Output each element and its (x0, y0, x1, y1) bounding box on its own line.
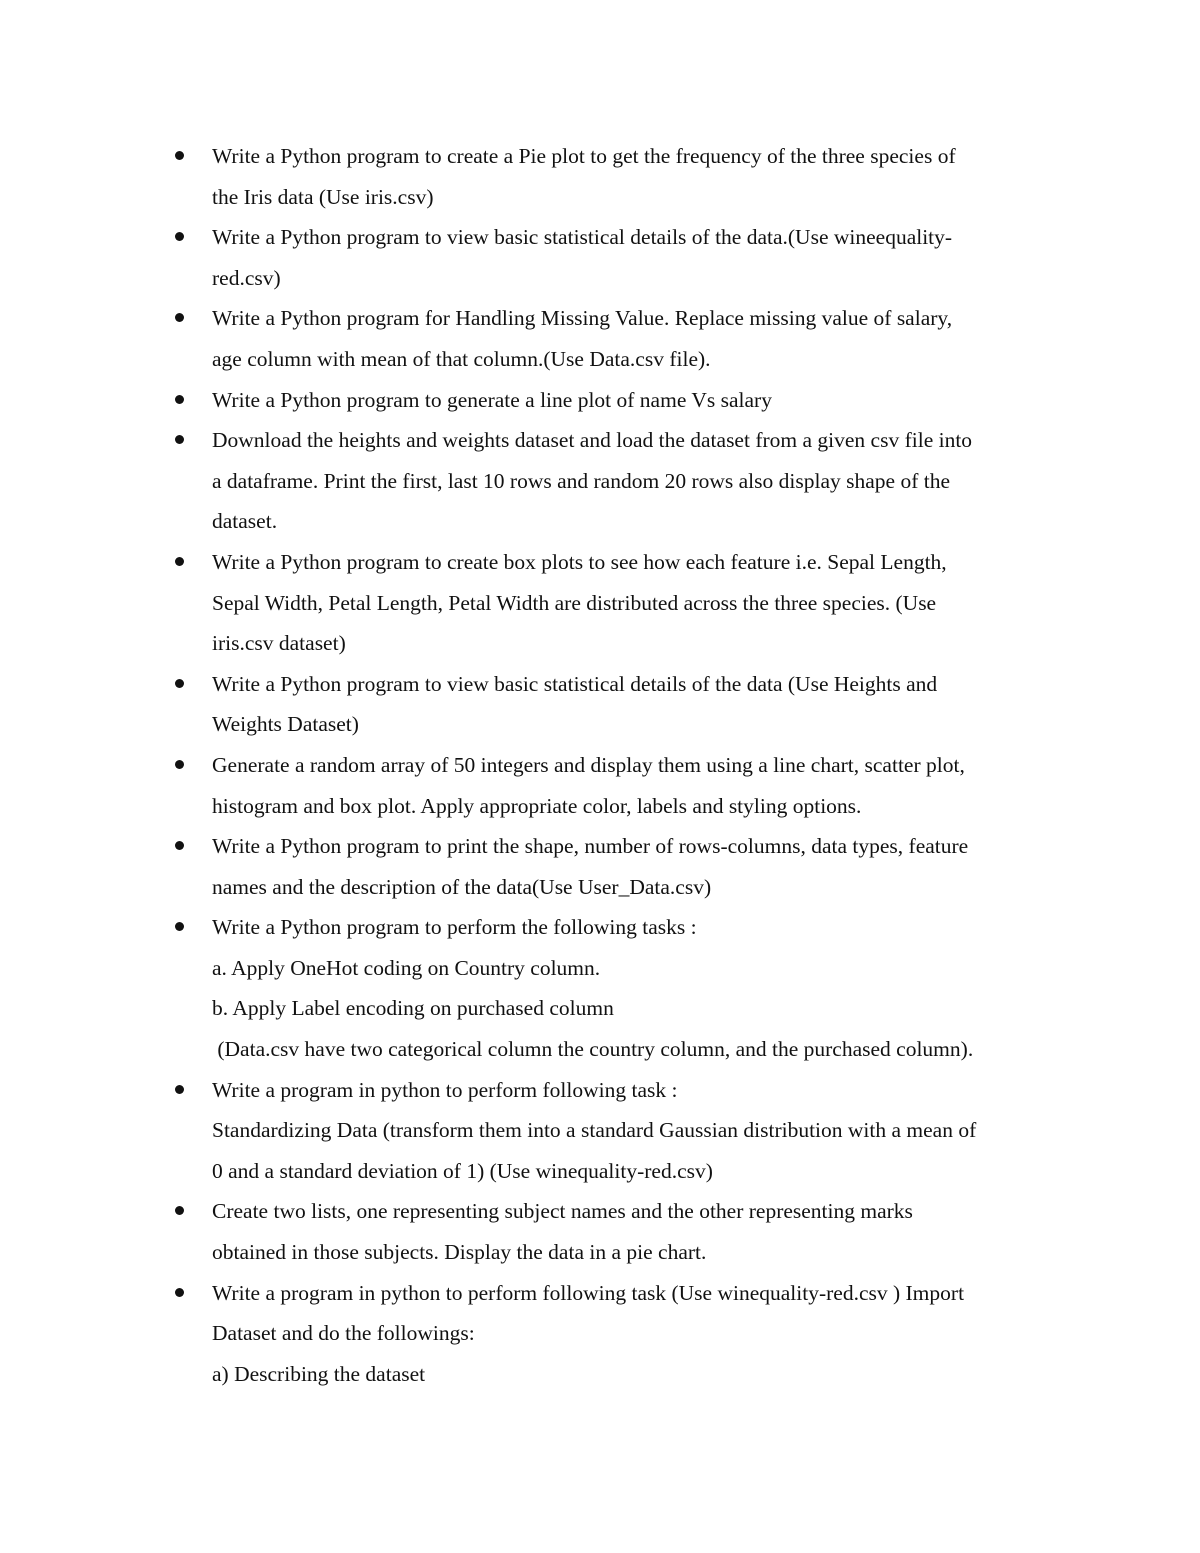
list-item-text: a) Describing the dataset (212, 1361, 426, 1386)
list-item-text: Write a Python program for Handling Missing Value. Replace missing value of salary, (212, 306, 953, 331)
bullet-icon (175, 679, 184, 688)
list-item-text: Download the heights and weights dataset and load the dataset from a given csv file into (212, 428, 973, 453)
list-item (172, 907, 1072, 1069)
list-item-text: histogram and box plot. Apply appropriate color, labels and styling options. (212, 793, 862, 818)
list-item (172, 1191, 1072, 1272)
list-item-text: names and the description of the data(Use User_Data.csv) (212, 874, 712, 899)
list-item-text: the Iris data (Use iris.csv) (212, 184, 434, 209)
list-item-text: Write a Python program to generate a line plot of name Vs salary (212, 387, 772, 412)
list-item (172, 298, 1072, 379)
list-item-text: Write a Python program to create box plots to see how each feature i.e. Sepal Length, (212, 549, 947, 574)
list-item (172, 136, 1072, 217)
bullet-icon (175, 1206, 184, 1215)
list-item (172, 420, 1072, 542)
bullet-icon (175, 435, 184, 444)
bullet-icon (175, 1288, 184, 1297)
list-item (172, 826, 1072, 907)
bullet-icon (175, 841, 184, 850)
task-list (172, 136, 1072, 1394)
bullet-icon (175, 557, 184, 566)
bullet-icon (175, 313, 184, 322)
list-item-text: Standardizing Data (transform them into a standard Gaussian distribution with a mean of (212, 1118, 977, 1143)
bullet-icon (175, 395, 184, 404)
list-item-text: Sepal Width, Petal Length, Petal Width are distributed across the three species. (Use (212, 590, 937, 615)
list-item (172, 745, 1072, 826)
list-item (172, 1070, 1072, 1192)
list-item-text: Weights Dataset) (212, 712, 359, 737)
list-item-text: Generate a random array of 50 integers and display them using a line chart, scatter plot, (212, 752, 965, 777)
list-item-text: dataset. (212, 509, 278, 534)
bullet-icon (175, 1085, 184, 1094)
list-item (172, 542, 1072, 664)
list-item-text: Write a program in python to perform following task : (212, 1077, 678, 1102)
list-item-text: 0 and a standard deviation of 1) (Use winequality-red.csv) (212, 1158, 713, 1183)
list-item-text: age column with mean of that column.(Use Data.csv file). (212, 346, 711, 371)
list-item-text: b. Apply Label encoding on purchased column (212, 996, 614, 1021)
list-item-text: a. Apply OneHot coding on Country column. (212, 955, 601, 980)
list-item-text: obtained in those subjects. Display the data in a pie chart. (212, 1240, 707, 1265)
list-item-text: Create two lists, one representing subject names and the other representing marks (212, 1199, 913, 1224)
list-item-text: Write a Python program to create a Pie plot to get the frequency of the three species of (212, 144, 956, 168)
list-item-text: iris.csv dataset) (212, 631, 346, 656)
list-item-text: Dataset and do the followings: (212, 1321, 475, 1346)
list-item (172, 217, 1072, 298)
list-item (172, 1273, 1072, 1395)
list-item-text: Write a Python program to view basic statistical details of the data.(Use wineequality- (212, 225, 953, 250)
list-item (172, 380, 1072, 421)
list-item-text: red.csv) (212, 265, 281, 290)
list-item-text: Write a Python program to perform the following tasks : (212, 915, 697, 940)
list-item-text: Write a Python program to print the shape, number of rows-columns, data types, feature (212, 834, 969, 859)
list-item-text: a dataframe. Print the first, last 10 rows and random 20 rows also display shape of the (212, 468, 950, 493)
bullet-icon (175, 922, 184, 931)
bullet-icon (175, 151, 184, 160)
list-item-text: (Data.csv have two categorical column the country column, and the purchased column). (212, 1037, 974, 1062)
list-item (172, 664, 1072, 745)
bullet-icon (175, 760, 184, 769)
list-item-text: Write a program in python to perform following task (Use winequality-red.csv ) Import (212, 1280, 965, 1305)
bullet-icon (175, 232, 184, 241)
list-item-text: Write a Python program to view basic statistical details of the data (Use Heights and (212, 671, 938, 696)
